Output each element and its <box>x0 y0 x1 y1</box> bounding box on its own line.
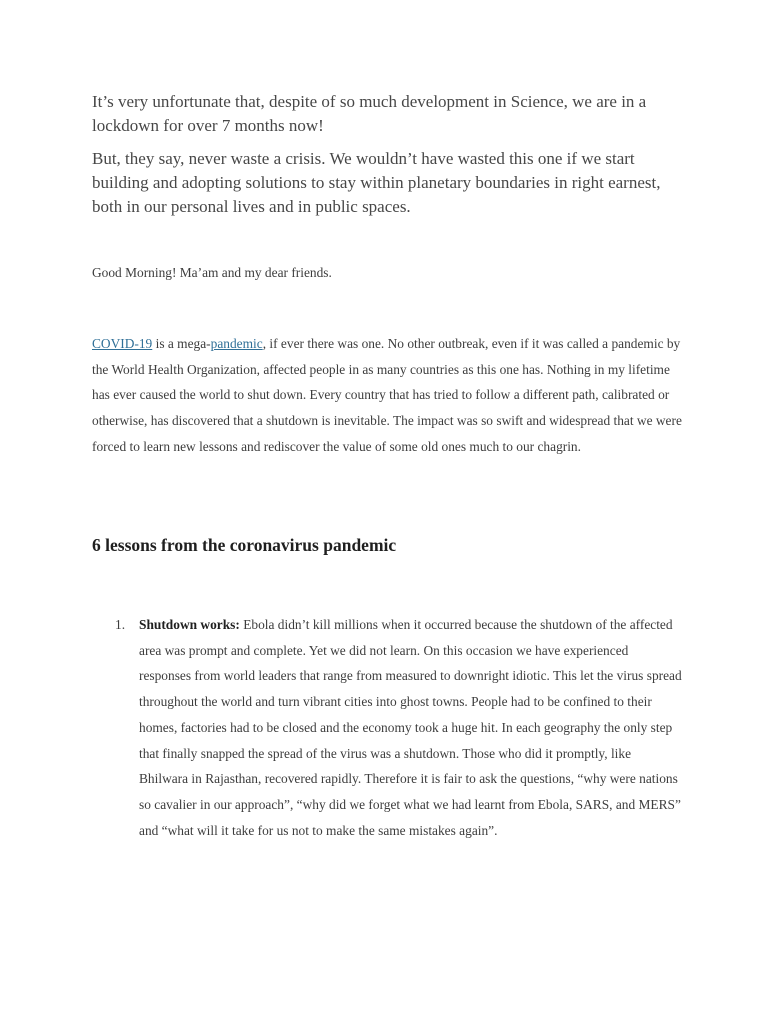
covid-19-link[interactable]: COVID-19 <box>92 336 153 351</box>
paragraph-text-1: is a mega- <box>152 336 211 351</box>
section-heading: 6 lessons from the coronavirus pandemic <box>92 535 397 555</box>
intro-paragraph-1: It’s very unfortunate that, despite of so much development in Science, we are in a lockdown for over 7 months now! <box>92 92 647 135</box>
list-item <box>92 612 682 843</box>
intro-paragraph-2: But, they say, never waste a crisis. We wouldn’t have wasted this one if we start building and adopting solutions to stay within planetary boundaries in right earnest, both in our personal lives and in public spaces. <box>92 149 661 216</box>
list-item-body <box>139 612 682 843</box>
pandemic-link[interactable]: pandemic <box>210 336 263 351</box>
paragraph-text-2: , if ever there was one. No other outbreak, even if it was called a pandemic by the World Health Organization, affected people in as many countries as this one has. Nothing in my lifetime has ever caused the world to shut down. Every country that has tried to follow a different path, calibrated or otherwise, has discovered that a shutdown is inevitable. The impact was so swift and widespread that we were forced to learn new lessons and rediscover the value of some old ones much to our chagrin. <box>92 336 682 454</box>
list-item-text: Ebola didn’t kill millions when it occurred because the shutdown of the affected area was prompt and complete. Yet we did not learn. On this occasion we have experienced responses from world leaders that range from measured to downright idiotic. This let the virus spread throughout the world and turn vibrant cities into ghost towns. People had to be confined to their homes, factories had to be closed and the economy took a huge hit. In each geography the only step that finally snapped the spread of the virus was a shutdown. Those who did it promptly, like Bhilwara in Rajasthan, recovered rapidly. Therefore it is fair to ask the questions, “why were nations so cavalier in our approach”, “why did we forget what we had learnt from Ebola, SARS, and MERS” and “what will it take for us not to make the same mistakes again”. <box>139 617 682 838</box>
covid-paragraph <box>92 331 682 460</box>
greeting-text: Good Morning! Ma’am and my dear friends. <box>92 265 332 280</box>
list-item-number: 1. <box>115 617 126 632</box>
list-item-title: Shutdown works: <box>139 617 240 632</box>
lessons-list <box>92 612 682 843</box>
